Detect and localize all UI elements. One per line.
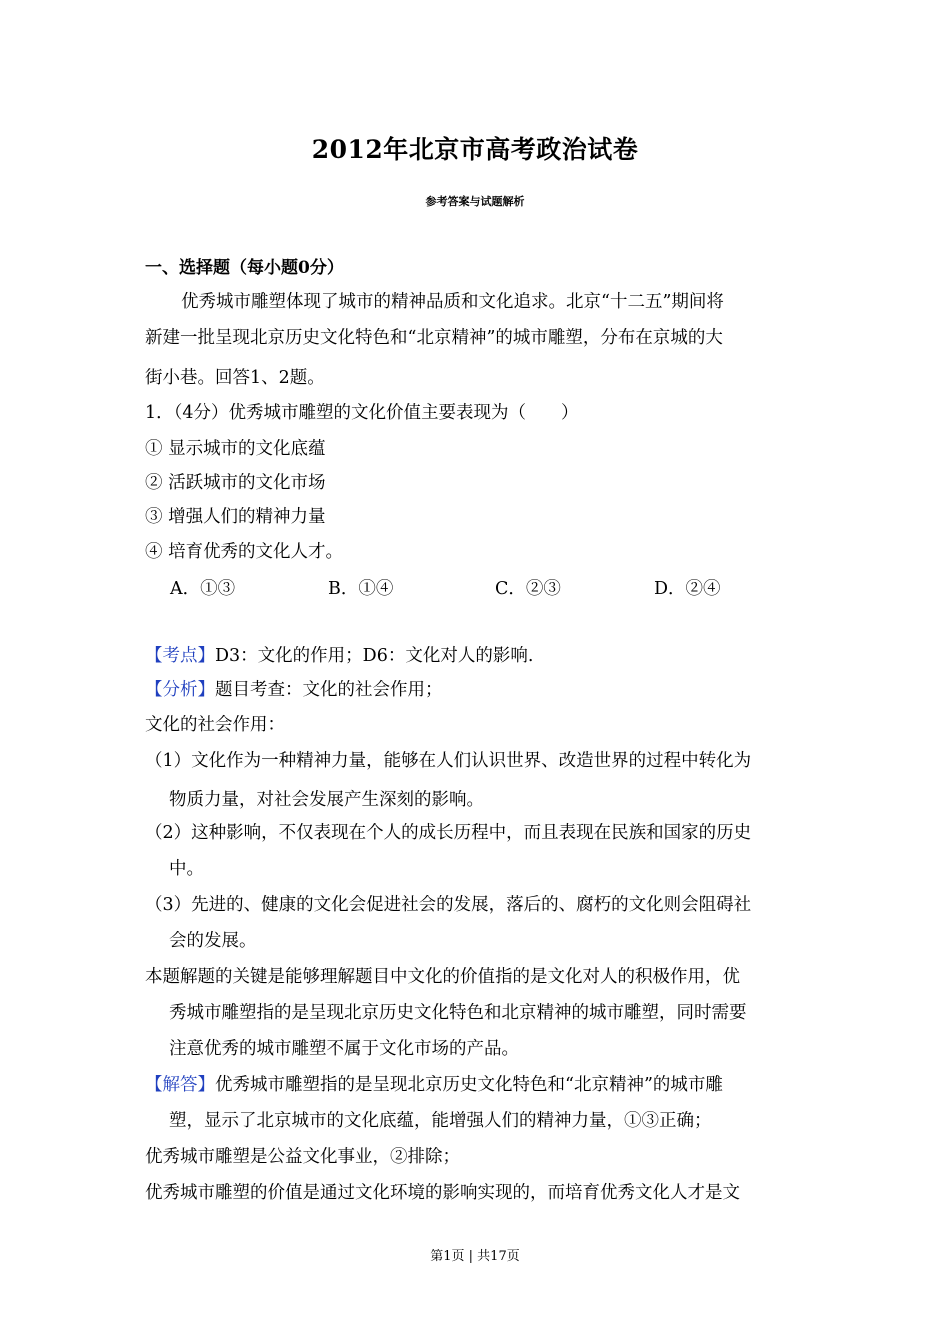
analysis-line: 会的发展。 <box>169 931 257 951</box>
fenxi-text: 题目考查：文化的社会作用； <box>215 680 443 700</box>
analysis-line: （2）这种影响，不仅表现在个人的成长历程中，而且表现在民族和国家的历史 <box>145 823 752 843</box>
analysis-line: 文化的社会作用： <box>145 715 285 735</box>
analysis-line: 注意优秀的城市雕塑不属于文化市场的产品。 <box>169 1039 519 1059</box>
analysis-line: 本题解题的关键是能够理解题目中文化的价值指的是文化对人的积极作用，优 <box>145 967 740 987</box>
kaodian-line <box>145 644 810 668</box>
kaodian-tag: 【考点】 <box>145 646 215 666</box>
jieda-tag: 【解答】 <box>145 1075 215 1095</box>
analysis-line: 秀城市雕塑指的是呈现北京历史文化特色和北京精神的城市雕塑，同时需要 <box>169 1003 747 1023</box>
passage-line: 街小巷。回答1、2题。 <box>145 368 325 388</box>
option-a: A．①③ <box>170 579 236 599</box>
page-title: 2012年北京市高考政治试卷 <box>311 135 639 164</box>
section-heading: 一、选择题（每小题0分） <box>145 258 344 278</box>
answer-options <box>170 575 810 599</box>
analysis-line: 中。 <box>169 859 204 879</box>
page-subtitle: 参考答案与试题解析 <box>425 195 525 208</box>
option-b: B．①④ <box>328 579 394 599</box>
question-item: ④ 培育优秀的文化人才。 <box>145 542 344 562</box>
jieda-line <box>145 1073 810 1097</box>
analysis-line: （3）先进的、健康的文化会促进社会的发展，落后的、腐朽的文化则会阻碍社 <box>145 895 752 915</box>
option-d: D．②④ <box>654 579 721 599</box>
fenxi-line <box>145 678 810 702</box>
page-footer: 第1页 | 共17页 <box>430 1249 520 1264</box>
answer-line: 优秀城市雕塑是公益文化事业，②排除； <box>145 1147 460 1167</box>
fenxi-tag: 【分析】 <box>145 680 215 700</box>
passage-line: 优秀城市雕塑体现了城市的精神品质和文化追求。北京“十二五”期间将 <box>181 292 724 312</box>
question-item: ③ 增强人们的精神力量 <box>145 507 326 527</box>
analysis-line: （1）文化作为一种精神力量，能够在人们认识世界、改造世界的过程中转化为 <box>145 751 752 771</box>
answer-line: 塑，显示了北京城市的文化底蕴，能增强人们的精神力量，①③正确； <box>169 1111 712 1131</box>
jieda-text: 优秀城市雕塑指的是呈现北京历史文化特色和“北京精神”的城市雕 <box>215 1075 723 1095</box>
answer-line: 优秀城市雕塑的价值是通过文化环境的影响实现的，而培育优秀文化人才是文 <box>145 1183 740 1203</box>
passage-line: 新建一批呈现北京历史文化特色和“北京精神”的城市雕塑，分布在京城的大 <box>145 328 723 348</box>
question-item: ① 显示城市的文化底蕴 <box>145 439 326 459</box>
kaodian-text: D3：文化的作用；D6：文化对人的影响. <box>215 646 534 666</box>
analysis-line: 物质力量，对社会发展产生深刻的影响。 <box>169 790 484 810</box>
question-item: ② 活跃城市的文化市场 <box>145 473 326 493</box>
option-c: C．②③ <box>495 579 561 599</box>
question-stem: 1．（4分）优秀城市雕塑的文化价值主要表现为（ ） <box>145 403 579 423</box>
